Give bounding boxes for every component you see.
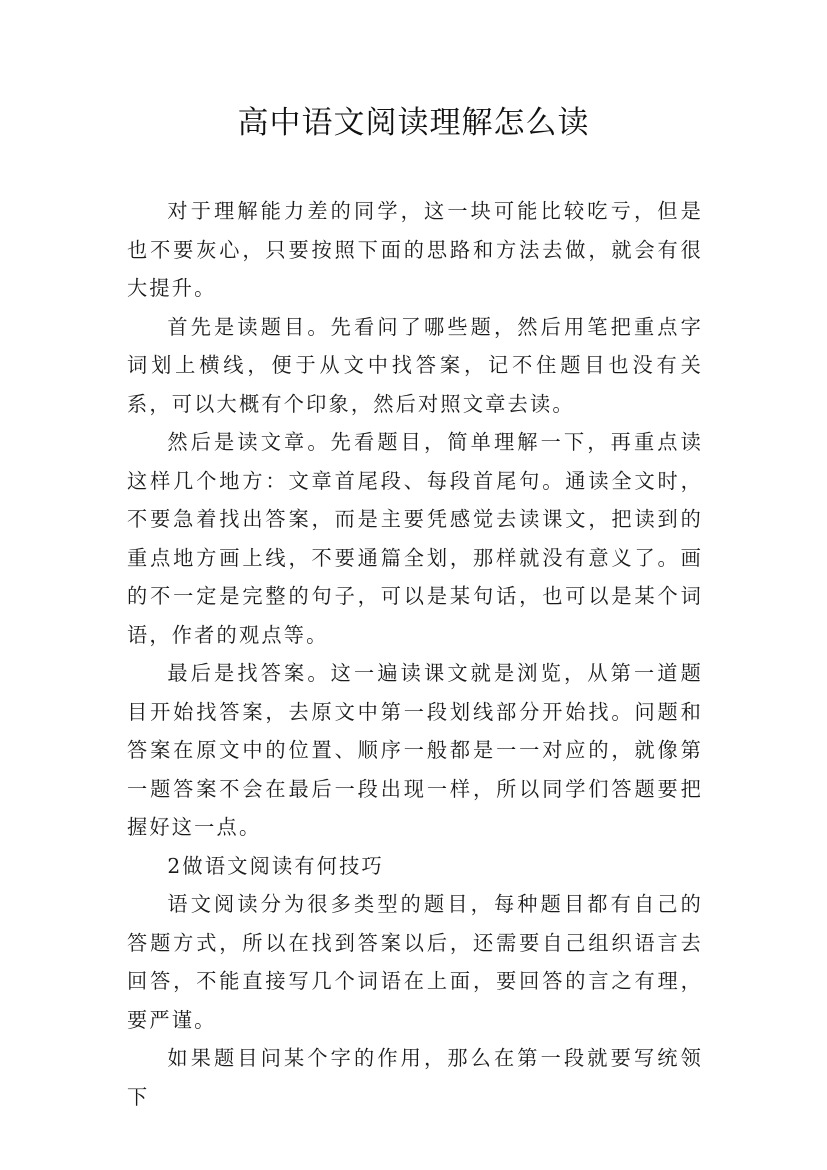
paragraph-intro: 对于理解能力差的同学，这一块可能比较吃亏，但是也不要灰心，只要按照下面的思路和方法去做，就会有很大提升。 bbox=[127, 199, 703, 300]
paragraph-read-questions: 首先是读题目。先看问了哪些题，然后用笔把重点字词划上横线，便于从文中找答案，记不住题目也没有关系，可以大概有个印象，然后对照文章去读。 bbox=[127, 314, 703, 416]
document-body bbox=[127, 192, 703, 1116]
document-title: 高中语文阅读理解怎么读 bbox=[237, 105, 590, 141]
paragraph-find-answers: 最后是找答案。这一遍读课文就是浏览，从第一道题目开始找答案，去原文中第一段划线部分开始找。问题和答案在原文中的位置、顺序一般都是一一对应的，就像第一题答案不会在最后一段出现一样，所以同学们答题要把握好这一点。 bbox=[127, 661, 703, 839]
paragraph-question-types: 语文阅读分为很多类型的题目，每种题目都有自己的答题方式，所以在找到答案以后，还需要自己组织语言去回答，不能直接写几个词语在上面，要回答的言之有理，要严谨。 bbox=[127, 892, 703, 1032]
paragraph-word-function: 如果题目问某个字的作用，那么在第一段就要写统领下 bbox=[127, 1046, 703, 1109]
paragraph-read-article: 然后是读文章。先看题目，简单理解一下，再重点读这样几个地方：文章首尾段、每段首尾句。通读全文时，不要急着找出答案，而是主要凭感觉去读课文，把读到的重点地方画上线，不要通篇全划，那样就没有意义了。画的不一定是完整的句子，可以是某句话，也可以是某个词语，作者的观点等。 bbox=[127, 430, 703, 647]
section-heading: 2做语文阅读有何技巧 bbox=[167, 853, 384, 878]
